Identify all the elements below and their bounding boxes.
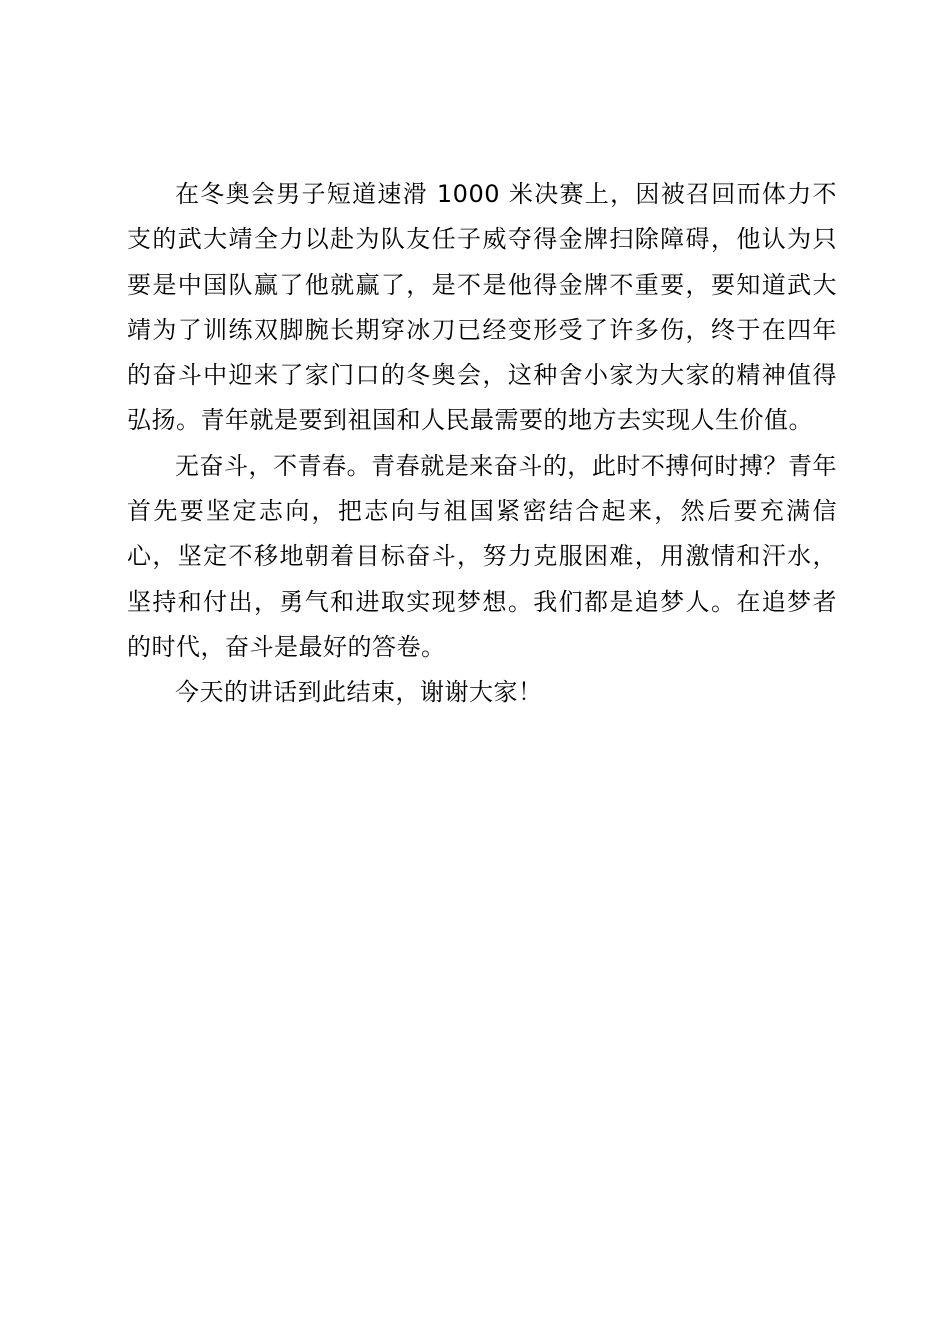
paragraph-3: 今天的讲话到此结束，谢谢大家！ [175, 678, 543, 707]
paragraph-1: 在冬奥会男子短道速滑 1000 米决赛上，因被召回而体力不支的武大靖全力以赴为队友任子威夺得金牌扫除障碍，他认为只要是中国队赢了他就赢了，是不是他得金牌不重要，要知道武大靖为了训练双脚腕长期穿冰刀已经变形受了许多伤，终于在四年的奋斗中迎来了家门口的冬奥会，这种舍小家为大家的精神值得弘扬。青年就是要到祖国和人民最需要的地方去实现人生价值。 [127, 180, 837, 435]
document-body [127, 172, 837, 716]
paragraph-2: 无奋斗，不青春。青春就是来奋斗的，此时不搏何时搏？青年首先要坚定志向，把志向与祖国紧密结合起来，然后要充满信心，坚定不移地朝着目标奋斗，努力克服困难，用激情和汗水，坚持和付出，勇气和进取实现梦想。我们都是追梦人。在追梦者的时代，奋斗是最好的答卷。 [127, 451, 837, 661]
